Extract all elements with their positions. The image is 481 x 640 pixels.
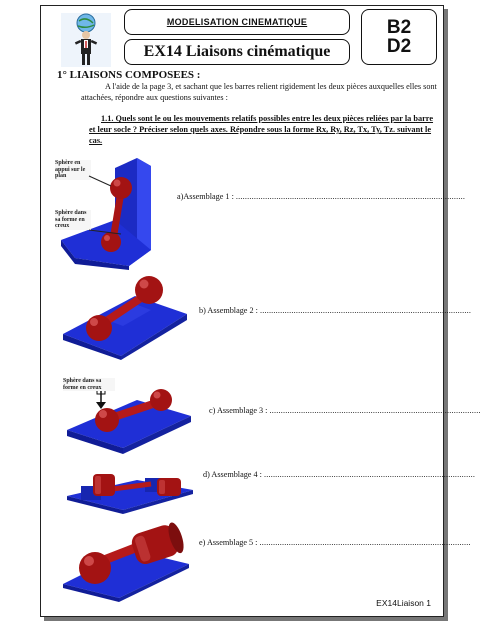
code-line-2: D2 xyxy=(386,36,412,57)
assemblage-2-label: b) Assemblage 2 : xyxy=(199,306,258,315)
footer-label: EX14Liaison 1 xyxy=(376,598,431,608)
page-shadow-right xyxy=(444,9,448,621)
annotation-sphere-creux-2: Sphère dans sa forme en creux xyxy=(63,378,115,391)
assemblage-5-answer-line[interactable]: .............................................................................................. xyxy=(259,538,471,547)
assemblage-3-label: c) Assemblage 3 : xyxy=(209,406,268,415)
header-code-box xyxy=(361,9,437,65)
code-line-1: B2 xyxy=(386,17,412,38)
page-title: EX14 Liaisons cinématique xyxy=(143,43,331,60)
assemblage-1-label: a)Assemblage 1 : xyxy=(177,192,234,201)
annotation-arrow-icon xyxy=(81,172,131,232)
document-page xyxy=(40,5,481,617)
assemblage-2-illustration xyxy=(59,268,189,360)
header-title-box xyxy=(124,39,350,65)
assemblage-4-answer-line[interactable]: .............................................................................................. xyxy=(263,470,476,479)
assemblage-1-answer-line[interactable]: ...................................................................................................... xyxy=(235,192,466,201)
assemblage-5-label: e) Assemblage 5 : xyxy=(199,538,258,547)
assemblage-5-illustration xyxy=(59,518,195,602)
page-shadow-bottom xyxy=(44,617,448,621)
header-subtitle: MODELISATION CINEMATIQUE xyxy=(166,17,308,27)
assemblage-4-row xyxy=(203,470,475,479)
assemblage-1-row xyxy=(177,192,465,201)
assemblage-2-answer-line[interactable]: .............................................................................................. xyxy=(259,306,472,315)
question-text: 1.1. Quels sont le ou les mouvements relatifs possibles entre les deux pièces reliées par la barre et leur socle ? Préciser selon quels axes. Répondre sous la forme Rx, Ry, Rz, Tx, Ty, Tz. suivant le cas. xyxy=(89,114,434,145)
assemblage-3-answer-line[interactable]: .............................................................................................. xyxy=(269,406,481,415)
intro-paragraph: A l'aide de la page 3, et sachant que les barres relient rigidement les deux pièces auxquelles elles sont attachées, répondre aux questions suivantes : xyxy=(81,82,437,102)
section-heading: 1° LIAISONS COMPOSEES : xyxy=(57,69,201,81)
teacher-logo-icon xyxy=(61,13,111,67)
annotation-sphere-plan: Sphère en appui sur le plan xyxy=(55,160,91,180)
assemblage-2-row xyxy=(199,306,471,315)
header-subtitle-box xyxy=(124,9,350,35)
assemblage-4-label: d) Assemblage 4 : xyxy=(203,470,262,479)
assemblage-4-illustration xyxy=(65,466,197,514)
annotation-sphere-creux-1: Sphère dans sa forme en creux xyxy=(55,210,91,230)
assemblage-3-row xyxy=(209,406,481,415)
assemblage-5-row xyxy=(199,538,471,547)
